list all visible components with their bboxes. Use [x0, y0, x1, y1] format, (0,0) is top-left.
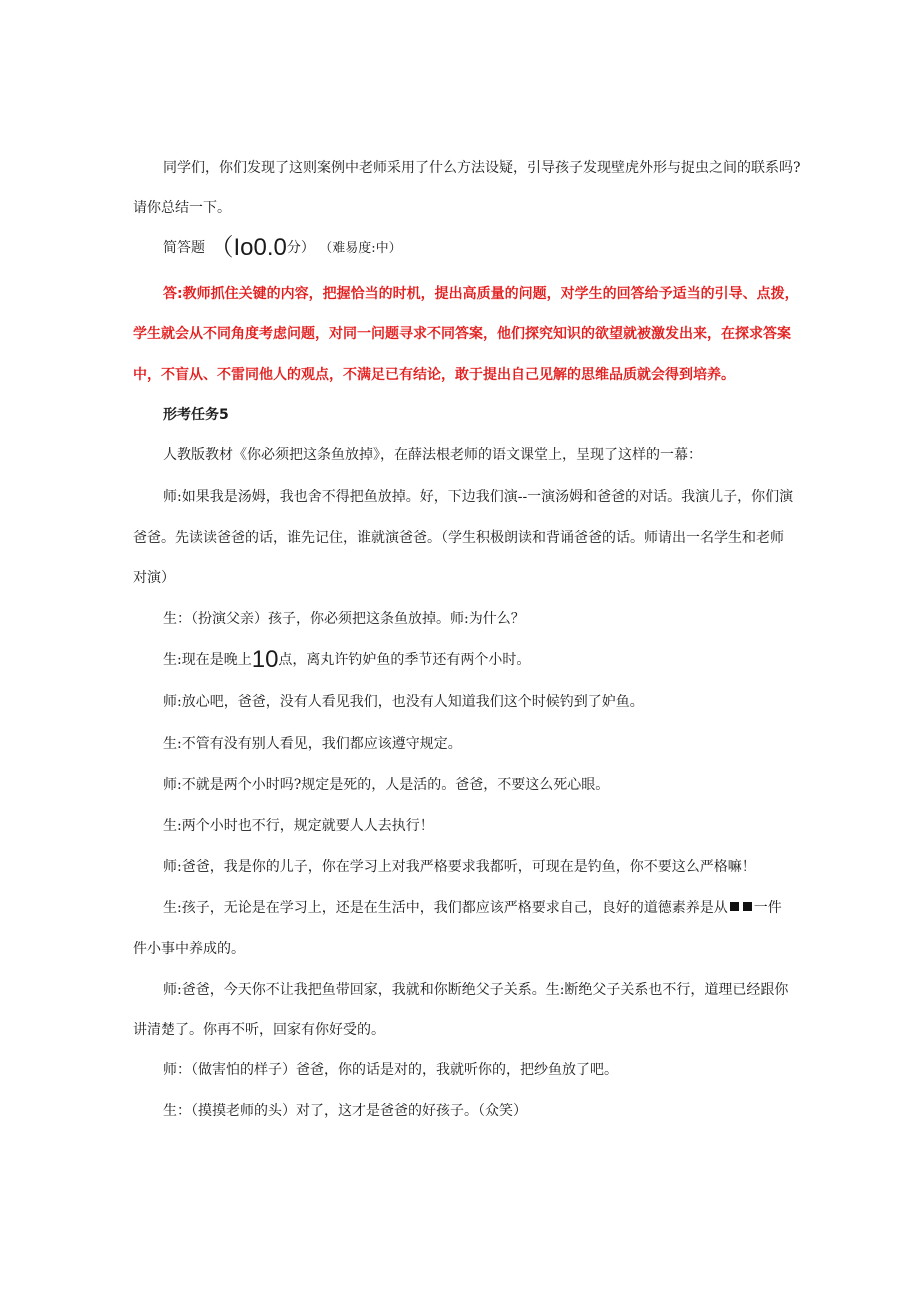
dialogue-text: 生:孩子，无论是在学习上，还是在生活中，我们都应该严格要求自己，良好的道德素养是从	[163, 900, 728, 916]
dialogue-line: 师:放心吧，爸爸，没有人看见我们，也没有人知道我们这个时候钓到了妒鱼。	[163, 694, 644, 710]
redacted-glyph	[730, 902, 739, 911]
difficulty: （难易度:中）	[319, 241, 402, 256]
answer-line-2: 学生就会从不同角度考虑问题，对同一问题寻求不同答案，他们探究知识的欲望就被激发出来，在探求答案	[133, 326, 791, 342]
answer-line-1: 答:教师抓住关键的内容，把握恰当的时机，提出高质量的问题，对学生的回答给予适当的引导、点拨，	[163, 286, 799, 302]
dialogue-line: 师:爸爸，今天你不让我把鱼带回家，我就和你断绝父子关系。生:断绝父子关系也不行，道理已经跟你	[163, 982, 789, 998]
time-number: 10	[251, 646, 279, 673]
question-type: 简答题	[163, 240, 205, 256]
dialogue-line: 讲清楚了。你再不听，回家有你好受的。	[133, 1022, 385, 1038]
dialogue-line: 师:不就是两个小时吗?规定是死的，人是活的。爸爸，不要这么死心眼。	[163, 777, 610, 793]
dialogue-line: 生：（扮演父亲）孩子，你必须把这条鱼放掉。师:为什么？	[163, 611, 525, 627]
dialogue-text: 一件	[753, 900, 782, 916]
dialogue-line: 师：（做害怕的样子）爸爸，你的话是对的，我就听你的，把纱鱼放了吧。	[163, 1062, 618, 1078]
question-line-2: 请你总结一下。	[133, 200, 231, 216]
dialogue-line	[163, 898, 782, 918]
dialogue-line: 生：（摸摸老师的头）对了，这才是爸爸的好孩子。（众笑）	[163, 1103, 527, 1119]
dialogue-line: 生:不管有没有别人看见，我们都应该遵守规定。	[163, 736, 462, 752]
question-meta	[163, 234, 402, 261]
dialogue-line: 师:爸爸，我是你的儿子，你在学习上对我严格要求我都听，可现在是钓鱼，你不要这么严格嘛！	[163, 859, 756, 875]
dialogue-line: 对演）	[133, 570, 175, 586]
dialogue-text: 点，离丸许钓妒鱼的季节还有两个小时。	[278, 652, 531, 668]
score-value: （Io0.0	[209, 234, 287, 261]
dialogue-line: 爸爸。先读读爸爸的话，谁先记住，谁就演爸爸。（学生积极朗读和背诵爸爸的话。师请出一名学生和老师	[133, 530, 784, 546]
dialogue-line	[163, 646, 531, 673]
case-intro: 人教版教材《你必须把这条鱼放掉》，在薛法根老师的语文课堂上，呈现了这样的一幕：	[163, 447, 702, 463]
score-unit: 分）	[286, 240, 315, 256]
dialogue-line: 生:两个小时也不行，规定就要人人去执行！	[163, 818, 434, 834]
answer-line-3: 中，不盲从、不雷同他人的观点，不满足已有结论，敢于提出自己见解的思维品质就会得到培养。	[133, 367, 735, 383]
section-title: 形考任务5	[163, 407, 229, 423]
question-line-1: 同学们，你们发现了这则案例中老师采用了什么方法设疑，引导孩子发现壁虎外形与捉虫之间的联系吗?	[163, 160, 801, 176]
redacted-glyph	[743, 902, 752, 911]
dialogue-text: 生:现在是晚上	[163, 652, 252, 668]
dialogue-line: 师:如果我是汤姆，我也舍不得把鱼放掉。好，下边我们演--一演汤姆和爸爸的对话。我演儿子，你们演	[163, 489, 794, 505]
dialogue-line: 件小事中养成的。	[133, 941, 245, 957]
